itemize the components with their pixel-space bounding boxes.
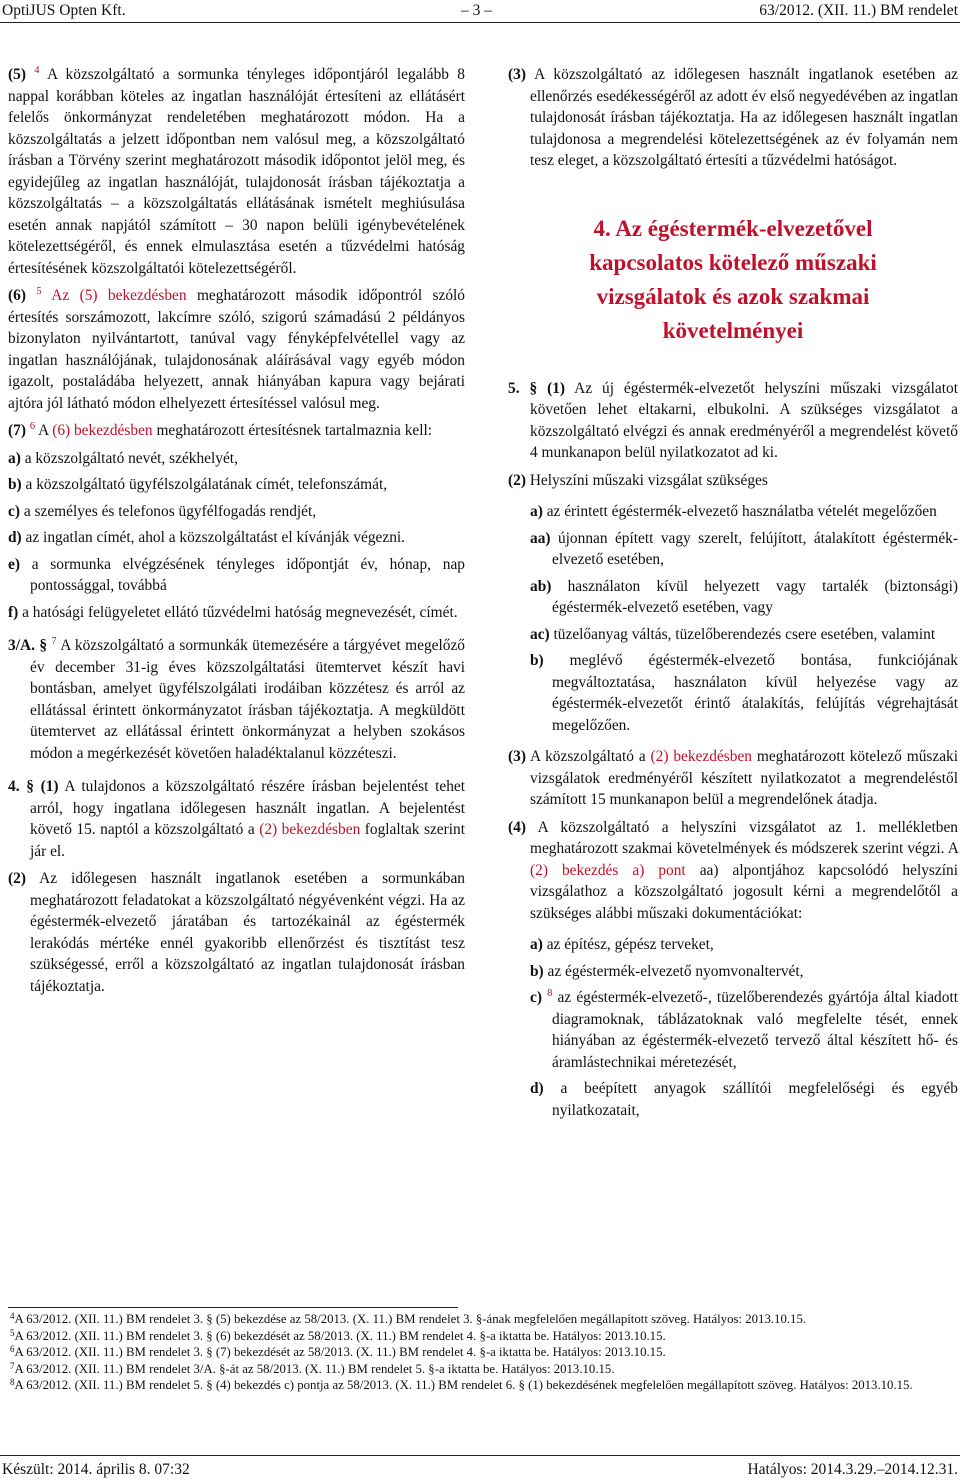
cross-reference-link[interactable]: (6) bekezdésben (52, 422, 153, 439)
list-item (508, 650, 958, 736)
page-footer (0, 1455, 960, 1481)
list-item (8, 602, 465, 624)
item-text: a hatósági felügyeletet ellátó tűzvédelmi hatóság megnevezését, címét. (22, 603, 458, 621)
item-text: az égéstermék-elvezető nyomvonaltervét, (547, 962, 804, 980)
cross-reference-link[interactable]: (2) bekezdés a) pont (530, 861, 686, 879)
paragraph-text: aa) alpontjához kapcsolódó helyszíni vizsgálathoz a közszolgáltató jogosult kérni a megrendelőtől a szükséges alábbi műszaki dokumentációkat: (530, 861, 958, 922)
item-label: c) (530, 989, 542, 1006)
chapter-heading: 4. Az égéstermék-elvezetővel kapcsolatos kötelező műszaki vizsgálatok és azok szakmai követelményei (589, 215, 877, 343)
section-text: A közszolgáltató a sormunkák ütemezésére a tárgyévet megelőző év december 31-ig éves közszolgáltatási ütemtervet készít havi bontásban, amelyet ügyfélszolgálati irodáiban közzétesz és arról az ellátással érintett önkormányzatot írásban tájékoztatja. A megküldött ütemtervet az ellátással érintett önkormányzat a helyben szokásos módon a megérkezését követően haladéktalanul közzéteszi. (30, 637, 466, 762)
paragraph-text: meghatározott értesítésnek tartalmaznia kell: (152, 422, 433, 439)
item-label: ac) (530, 625, 550, 643)
footnote-ref-6[interactable]: 6 (29, 421, 36, 432)
right-column (508, 64, 958, 1126)
list-item (8, 554, 465, 597)
item-text: az építész, gépész terveket, (546, 936, 714, 953)
section-4-3 (508, 64, 958, 172)
item-text: a személyes és telefonos ügyfélfogadás rendjét, (23, 502, 317, 520)
footnote-number: 7 (10, 1360, 15, 1371)
paragraph-label: (7) (8, 422, 26, 439)
section-label: 3/A. § (8, 637, 48, 654)
item-label: b) (530, 962, 544, 980)
paragraph-label: (3) (508, 66, 526, 83)
header-publisher: OptiJUS Opten Kft. (2, 2, 126, 19)
item-text: az ingatlan címét, ahol a közszolgáltatást el kívánják végezni. (25, 529, 406, 546)
footnote (8, 1328, 958, 1345)
footnote-rule (8, 1307, 458, 1308)
paragraph-text: A közszolgáltató a helyszíni vizsgálatot az 1. mellékletben meghatározott szakmai követelmények és módszerek szerint végzi. A (530, 818, 959, 857)
footnote-text: A 63/2012. (XII. 11.) BM rendelet 3. § (5) bekezdése az 58/2013. (X. 11.) BM rendelet 3. §-ának megfelelően megállapított szöveg. Hatályos: 2013.10.15. (14, 1312, 807, 1326)
footnote-number: 8 (10, 1377, 15, 1388)
paragraph-text: meghatározott kötelező műszaki vizsgálatok eredményéről készített nyilatkozatot a megrendeléstől számított 15 munkanapon belül a megrendelőnek átadja. (530, 748, 959, 808)
header-document-title: 63/2012. (XII. 11.) BM rendelet (759, 2, 958, 19)
section-4-2 (8, 868, 465, 997)
cross-reference-link[interactable]: (2) bekezdésben (650, 748, 752, 765)
item-text: újonnan épített vagy szerelt, felújított, átalakított égéstermék-elvezető esetében, (552, 529, 958, 568)
item-text: a sormunka elvégzésének tényleges időpontját év, hónap, nap pontossággal, továbbá (30, 555, 465, 594)
footnote-ref-5[interactable]: 5 (36, 286, 42, 297)
footnote-number: 5 (10, 1327, 15, 1338)
item-text: használaton kívül helyezett vagy tartalék (biztonsági) égéstermék-elvezető esetében, vagy (552, 577, 958, 616)
paragraph-3-5 (8, 64, 465, 279)
footnote-number: 4 (10, 1311, 15, 1321)
section-label: 4. § (8, 778, 34, 795)
item-label: a) (530, 936, 543, 953)
list-item (8, 527, 465, 549)
footnote-ref-8[interactable]: 8 (547, 988, 553, 999)
footnote (8, 1377, 958, 1394)
footnote-text: A 63/2012. (XII. 11.) BM rendelet 5. § (4) bekezdés c) pontja az 58/2013. (X. 11.) BM rendelet 6. § (1) bekezdésének megfelelően megállapított szöveg. Hatályos: 2013.10.15. (14, 1378, 913, 1393)
paragraph-label: (5) (8, 66, 26, 83)
paragraph-text: A közszolgáltató a (529, 748, 651, 765)
paragraph-label: (6) (8, 287, 26, 304)
item-label: b) (8, 476, 22, 493)
left-column (8, 64, 465, 1003)
item-label: a) (8, 449, 21, 467)
section-3a (8, 635, 465, 764)
header-page-number: – 3 – (461, 2, 492, 19)
paragraph-label: (1) (40, 778, 59, 795)
footnote-ref-4[interactable]: 4 (34, 65, 40, 76)
item-label: d) (8, 529, 22, 546)
section-5-1 (508, 378, 958, 464)
page-header (0, 0, 960, 22)
item-label: e) (8, 555, 20, 573)
footnote-number: 6 (10, 1344, 15, 1355)
item-text: a közszolgáltató nevét, székhelyét, (24, 449, 238, 467)
paragraph-3-7 (8, 420, 465, 442)
item-label: a) (530, 503, 543, 520)
list-item (8, 474, 465, 496)
item-text: az égéstermék-elvezető-, tüzelőberendezés gyártója által kiadott diagramoknak, táblázatoknak való megfelelte tését, ennek hiányában az égéstermék-elvezető tervező által készített hő- és áramlástechnikai méretezését, (552, 989, 958, 1071)
item-label: f) (8, 603, 19, 621)
item-label: b) (530, 652, 544, 669)
paragraph-text: A (38, 422, 53, 439)
paragraph-text: Az új égéstermék-elvezetőt helyszíni műszaki vizsgálatot követően lehet eltakarni, elbukolni. A szükséges vizsgálatot a közszolgáltató elvégzi és annak eredményéről a megrendelést követő 4 munkanapon belül nyilatkozatot ad ki. (530, 379, 958, 461)
section-5-4 (508, 817, 958, 925)
item-label: c) (8, 502, 20, 520)
paragraph-text: Helyszíni műszaki vizsgálat szükséges (529, 471, 768, 489)
item-text: meglévő égéstermék-elvezető bontása, funkciójának megváltoztatása, használaton kívül helyezése vagy az égéstermék-elvezetőt érintő átalakítás, felújítás végrehajtását megelőzően. (552, 652, 958, 734)
list-item (508, 528, 958, 571)
paragraph-text: foglaltak szerint jár el. (30, 821, 465, 860)
section-label: 5. § (508, 379, 538, 397)
item-text: az érintett égéstermék-elvezető használatba vételét megelőzően (546, 503, 937, 520)
cross-reference-link[interactable]: (2) bekezdésben (259, 821, 361, 838)
footnote-text: A 63/2012. (XII. 11.) BM rendelet 3. § (6) bekezdését az 58/2013. (X. 11.) BM rendelet 4. §-a iktatta be. Hatályos: 2013.10.15. (14, 1328, 666, 1343)
item-label: ab) (530, 577, 552, 595)
list-item (508, 961, 958, 983)
footnote (8, 1361, 958, 1378)
footer-rule (0, 1455, 960, 1456)
paragraph-label: (3) (508, 748, 526, 765)
paragraph-text: Az időlegesen használt ingatlanok esetében a sormunkában meghatározott feladatokat a közszolgáltató négyévenként végzi. Ha az égéstermék-elvezető járatában és tartozékainál az égéstermék lerakódás mértéke ennél gyakoribb ellenőrzést és tisztítást tesz szükségessé, erről a közszolgáltató az ingatlan tulajdonosát írásban tájékoztatja. (30, 870, 465, 995)
list-item (508, 934, 958, 956)
list-item (508, 501, 958, 523)
item-label: d) (530, 1080, 544, 1097)
item-text: a közszolgáltató ügyfélszolgálatának címét, telefonszámát, (25, 476, 388, 493)
footnote (8, 1311, 958, 1328)
item-text: tüzelőanyag váltás, tüzelőberendezés csere esetében, valamint (553, 625, 936, 643)
paragraph-text: A közszolgáltató a sormunka tényleges időpontjáról legalább 8 nappal korábban köteles az ingatlan használóját értesíteni az ellátásért felelős önkormányzat rendeletében meghatározott módon. Ha a közszolgáltatás a jelzett időpontban nem valósul meg, a közszolgáltató írásban a Törvény szerint meghatározott második időpontot jelöl meg, és egyidejűleg az ingatlan használóját, tulajdonosát írásban tájékoztatja a közszolgáltatás – a közszolgáltatás ellátásának ismételt meghiúsulása esetén annak napjától számított – 30 napon belüli igénybevételének kötelezettségéről, és ennek elmulasztása esetén a tűzvédelmi hatóság értesítésének közszolgáltatói kötelezettségéről. (8, 66, 465, 277)
cross-reference-link[interactable]: Az (5) bekezdésben (51, 287, 187, 304)
footnote-text: A 63/2012. (XII. 11.) BM rendelet 3. § (7) bekezdését az 58/2013. (X. 11.) BM rendelet 4. §-a iktatta be. Hatályos: 2013.10.15. (14, 1345, 666, 1360)
footer-validity-period: Hatályos: 2014.3.29.–2014.12.31. (747, 1461, 958, 1478)
list-item (8, 501, 465, 523)
header-rule (0, 22, 960, 23)
list-item (508, 576, 958, 619)
list-item (8, 448, 465, 470)
paragraph-label: (1) (547, 379, 566, 397)
paragraph-label: (4) (508, 818, 526, 836)
footnotes (8, 1311, 958, 1394)
section-5-2 (508, 470, 958, 492)
paragraph-text: A tulajdonos a közszolgáltató részére írásban bejelentést tehet arról, hogy ingatlana időlegesen használt ingatlan. A bejelentést követő 15. naptól a közszolgáltató a (30, 778, 465, 838)
list-item (508, 1078, 958, 1121)
paragraph-text: A közszolgáltató az időlegesen használt ingatlanok esetében az ellenőrzés esedékességéről az adott év első negyedévében az ingatlan tulajdonosát írásban tájékoztatja. Ha az időlegesen használt ingatlan tulajdonosa a megrendelési kötelezettségének az év folyamán nem tesz eleget, a közszolgáltató értesíti a tűzvédelmi hatóságot. (530, 66, 959, 169)
list-item (508, 987, 958, 1073)
list-item (508, 624, 958, 646)
footnote-ref-7[interactable]: 7 (51, 636, 57, 647)
footer-generated-date: Készült: 2014. április 8. 07:32 (2, 1461, 190, 1478)
section-5-3 (508, 746, 958, 811)
item-label: aa) (530, 529, 551, 547)
footnote-text: A 63/2012. (XII. 11.) BM rendelet 3/A. §-át az 58/2013. (X. 11.) BM rendelet 5. §-a iktatta be. Hatályos: 2013.10.15. (14, 1361, 615, 1376)
paragraph-label: (2) (8, 870, 26, 887)
footnote (8, 1344, 958, 1361)
paragraph-3-6 (8, 285, 465, 414)
section-4-1 (8, 776, 465, 862)
paragraph-text: meghatározott második időpontról szóló értesítés sorszámozott, lakcímre szóló, szigorú számadású 2 példányos bizonylaton nyilvántartott, tanúval vagy fényképfelvétellel vagy az ingatlan használójának, tulajdonosának aláírásával vagy egyéb módon igazolt, postaládába helyezett, annak hiányában kapura vagy bejárati ajtóra jól látható módon elhelyezett értesítéssel valósul meg. (8, 287, 465, 412)
item-text: a beépített anyagok szállítói megfelelőségi és egyéb nyilatkozatait, (552, 1080, 958, 1119)
paragraph-label: (2) (508, 471, 526, 489)
